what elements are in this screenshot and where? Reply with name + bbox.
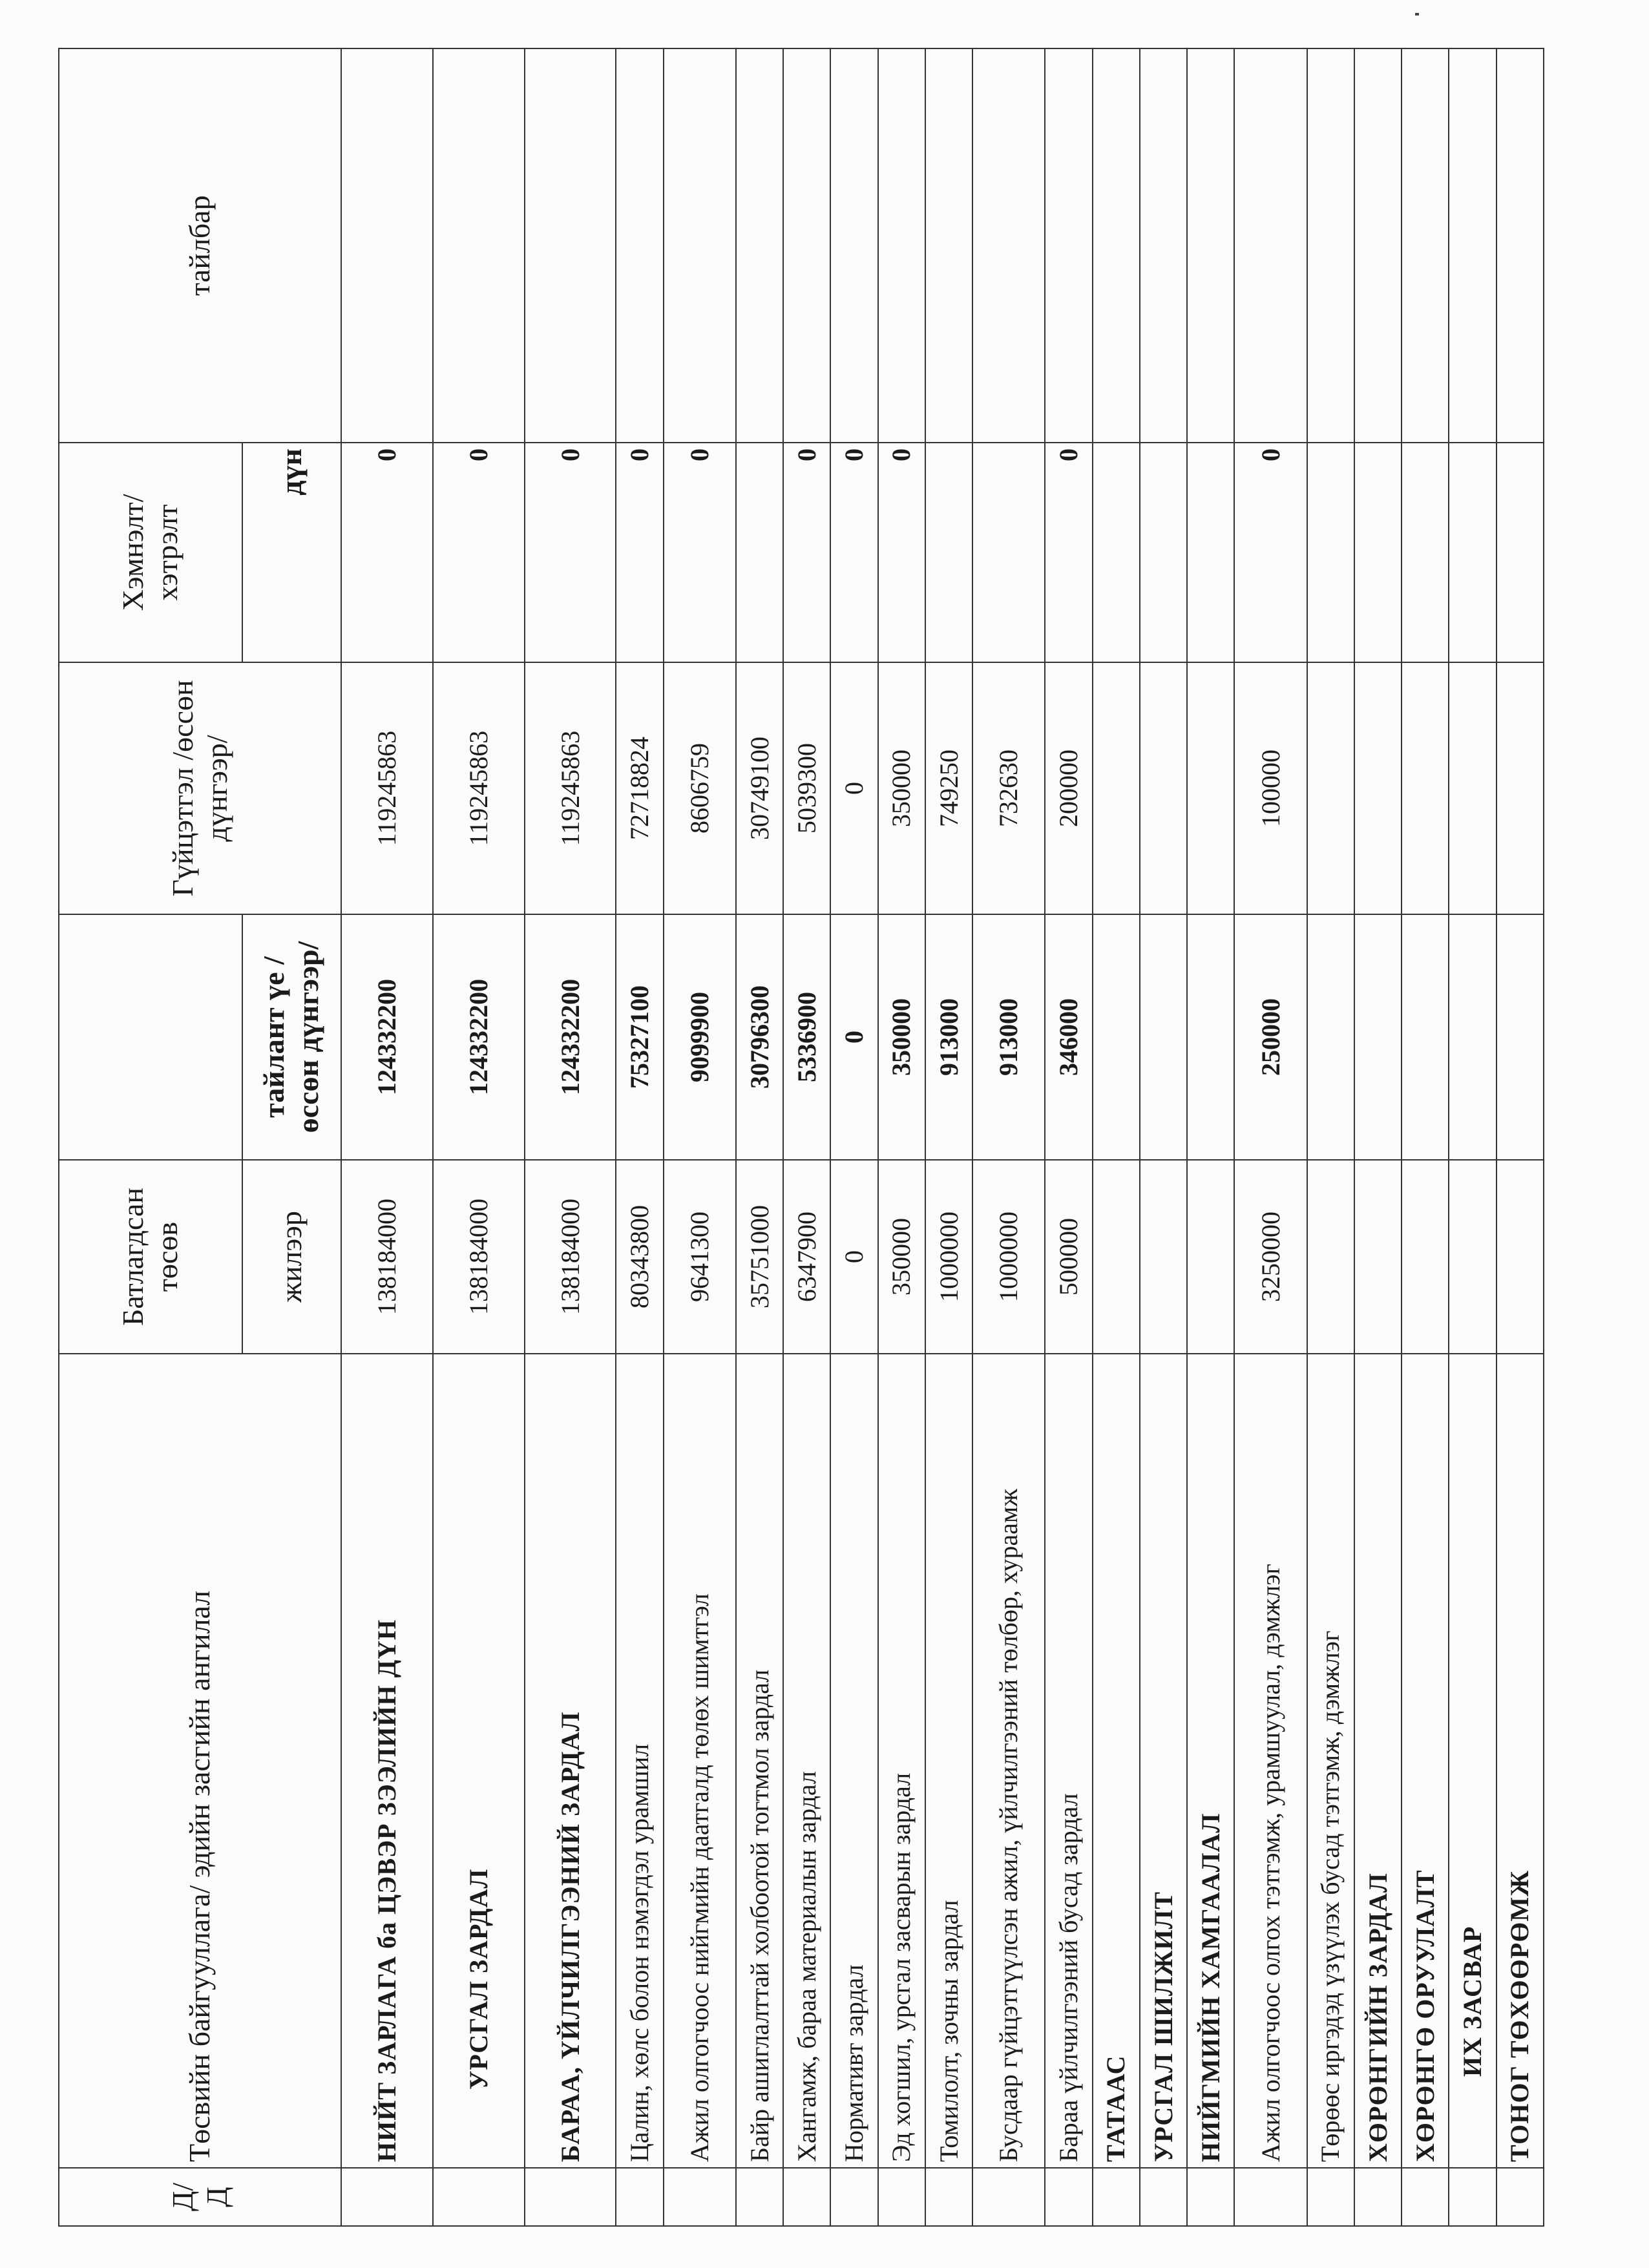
header-row <box>59 48 242 2226</box>
row-diff-cell <box>925 443 972 662</box>
row-actual-cell <box>1187 662 1234 914</box>
row-note-cell <box>783 48 830 443</box>
row-approved-cell <box>1402 1160 1449 1354</box>
row-actual-cell: 200000 <box>1045 662 1092 914</box>
row-diff-cell: 0 <box>664 443 736 662</box>
row-approved-cell: 138184000 <box>341 1160 433 1354</box>
row-name-cell: НИЙГМИЙН ХАМГААЛАЛ <box>1187 1354 1234 2168</box>
row-name-cell: Бараа үйлчилгээний бусад зардал <box>1045 1354 1092 2168</box>
row-actual-cell <box>1093 662 1140 914</box>
row-note-cell <box>433 48 525 443</box>
row-name-cell: Бусдаар гүйцэтгүүлсэн ажил, үйлчилгээний төлбөр, хураамж <box>972 1354 1045 2168</box>
row-actual-cell <box>1497 662 1544 914</box>
table-row <box>783 48 830 2226</box>
row-idx-cell <box>1449 2168 1496 2226</box>
row-note-cell <box>664 48 736 443</box>
row-plan-cell <box>1093 914 1140 1160</box>
row-note-cell <box>736 48 783 443</box>
row-actual-cell: 119245863 <box>341 662 433 914</box>
row-idx-cell <box>1140 2168 1187 2226</box>
row-idx-cell <box>783 2168 830 2226</box>
table-row <box>525 48 616 2226</box>
row-name-cell: ХӨРӨНГИЙН ЗАРДАЛ <box>1354 1354 1402 2168</box>
row-name-cell: Байр ашиглалттай холбоотой тогтмол зардал <box>736 1354 783 2168</box>
table-row <box>1140 48 1187 2226</box>
row-approved-cell: 1000000 <box>925 1160 972 1354</box>
row-idx-cell <box>1093 2168 1140 2226</box>
row-approved-cell: 80343800 <box>616 1160 663 1354</box>
row-diff-cell: 0 <box>783 443 830 662</box>
table-row <box>1307 48 1354 2226</box>
row-actual-cell: 119245863 <box>433 662 525 914</box>
row-diff-cell <box>1187 443 1234 662</box>
row-approved-cell: 0 <box>830 1160 877 1354</box>
row-idx-cell <box>616 2168 663 2226</box>
row-diff-cell <box>1140 443 1187 662</box>
row-diff-cell: 0 <box>341 443 433 662</box>
row-note-cell <box>1449 48 1496 443</box>
row-plan-cell: 913000 <box>972 914 1045 1160</box>
row-actual-cell: 8606759 <box>664 662 736 914</box>
header-idx: Д/Д <box>59 2168 341 2226</box>
row-note-cell <box>1045 48 1092 443</box>
row-plan-cell: 350000 <box>878 914 925 1160</box>
row-note-cell <box>1140 48 1187 443</box>
scan-mark <box>1415 13 1419 16</box>
row-approved-cell <box>1140 1160 1187 1354</box>
row-plan-cell <box>1402 914 1449 1160</box>
row-approved-cell: 350000 <box>878 1160 925 1354</box>
row-idx-cell <box>830 2168 877 2226</box>
row-name-cell: Ажил олгогчоос нийгмийн даатгалд төлөх шимтгэл <box>664 1354 736 2168</box>
row-actual-cell <box>1140 662 1187 914</box>
row-actual-cell: 749250 <box>925 662 972 914</box>
row-note-cell <box>616 48 663 443</box>
row-idx-cell <box>925 2168 972 2226</box>
row-name-cell: Төрөөс иргэдэд үзүүлэх бусад тэтгэмж, дэмжлэг <box>1307 1354 1354 2168</box>
row-idx-cell <box>736 2168 783 2226</box>
row-approved-cell: 138184000 <box>525 1160 616 1354</box>
header-name: Төсвийн байгууллага/ эдийн засгийн ангилал <box>59 1354 341 2168</box>
table-body <box>341 48 1544 2226</box>
row-actual-cell: 72718824 <box>616 662 663 914</box>
row-note-cell <box>525 48 616 443</box>
row-actual-cell: 0 <box>830 662 877 914</box>
row-idx-cell <box>1045 2168 1092 2226</box>
header-approved: Батлагдсан төсөв <box>59 1160 242 1354</box>
row-name-cell: Цалин, хөлс болон нэмэгдэл урамшил <box>616 1354 663 2168</box>
row-plan-cell: 346000 <box>1045 914 1092 1160</box>
row-name-cell: БАРАА, ҮЙЛЧИЛГЭЭНИЙ ЗАРДАЛ <box>525 1354 616 2168</box>
row-approved-cell <box>1497 1160 1544 1354</box>
row-diff-cell: 0 <box>433 443 525 662</box>
table-row <box>972 48 1045 2226</box>
row-idx-cell <box>1234 2168 1307 2226</box>
row-plan-cell <box>1187 914 1234 1160</box>
row-approved-cell: 9641300 <box>664 1160 736 1354</box>
row-name-cell: УРСГАЛ ЗАРДАЛ <box>433 1354 525 2168</box>
row-plan-cell <box>1307 914 1354 1160</box>
row-name-cell: НИЙТ ЗАРЛАГА ба ЦЭВЭР ЗЭЭЛИЙН ДҮН <box>341 1354 433 2168</box>
row-note-cell <box>1497 48 1544 443</box>
row-note-cell <box>341 48 433 443</box>
row-actual-cell: 732630 <box>972 662 1045 914</box>
row-diff-cell: 0 <box>1045 443 1092 662</box>
row-note-cell <box>878 48 925 443</box>
table-row <box>1354 48 1402 2226</box>
row-diff-cell <box>1307 443 1354 662</box>
row-approved-cell <box>1307 1160 1354 1354</box>
row-idx-cell <box>1354 2168 1402 2226</box>
row-plan-cell: 250000 <box>1234 914 1307 1160</box>
row-plan-cell: 124332200 <box>433 914 525 1160</box>
table-row <box>1234 48 1307 2226</box>
row-name-cell: Томилолт, зочны зардал <box>925 1354 972 2168</box>
subheader-plan: тайлант үе /өссөн дүнгээр/ <box>242 914 342 1160</box>
row-actual-cell: 119245863 <box>525 662 616 914</box>
row-approved-cell: 500000 <box>1045 1160 1092 1354</box>
row-idx-cell <box>1187 2168 1234 2226</box>
row-note-cell <box>1307 48 1354 443</box>
subheader-approved: жилээр <box>242 1160 342 1354</box>
row-diff-cell <box>736 443 783 662</box>
row-approved-cell: 35751000 <box>736 1160 783 1354</box>
row-actual-cell <box>1354 662 1402 914</box>
row-actual-cell: 30749100 <box>736 662 783 914</box>
row-approved-cell <box>1187 1160 1234 1354</box>
row-diff-cell <box>1354 443 1402 662</box>
row-actual-cell <box>1307 662 1354 914</box>
row-note-cell <box>1093 48 1140 443</box>
row-note-cell <box>1354 48 1402 443</box>
row-name-cell: УРСГАЛ ШИЛЖИЛТ <box>1140 1354 1187 2168</box>
table-row <box>616 48 663 2226</box>
row-idx-cell <box>1497 2168 1544 2226</box>
row-plan-cell: 124332200 <box>341 914 433 1160</box>
row-approved-cell: 1000000 <box>972 1160 1045 1354</box>
row-name-cell: Хангамж, бараа материалын зардал <box>783 1354 830 2168</box>
row-actual-cell <box>1402 662 1449 914</box>
row-name-cell: ТОНОГ ТӨХӨӨРӨМЖ <box>1497 1354 1544 2168</box>
row-idx-cell <box>878 2168 925 2226</box>
row-name-cell: Ажил олгогчоос олгох тэтгэмж, урамшуулал, дэмжлэг <box>1234 1354 1307 2168</box>
table-row <box>1093 48 1140 2226</box>
row-note-cell <box>972 48 1045 443</box>
row-actual-cell: 5039300 <box>783 662 830 914</box>
row-diff-cell: 0 <box>1234 443 1307 662</box>
table-row <box>1187 48 1234 2226</box>
row-diff-cell <box>1402 443 1449 662</box>
row-diff-cell: 0 <box>616 443 663 662</box>
row-idx-cell <box>1402 2168 1449 2226</box>
row-plan-cell: 75327100 <box>616 914 663 1160</box>
table-row <box>1497 48 1544 2226</box>
row-plan-cell <box>1140 914 1187 1160</box>
row-idx-cell <box>1307 2168 1354 2226</box>
row-approved-cell <box>1354 1160 1402 1354</box>
row-approved-cell: 138184000 <box>433 1160 525 1354</box>
row-idx-cell <box>433 2168 525 2226</box>
table-row <box>878 48 925 2226</box>
row-plan-cell: 0 <box>830 914 877 1160</box>
row-name-cell: ХӨРӨНГӨ ОРУУЛАЛТ <box>1402 1354 1449 2168</box>
row-actual-cell: 350000 <box>878 662 925 914</box>
header-note: тайлбар <box>59 48 341 443</box>
row-note-cell <box>925 48 972 443</box>
row-name-cell: Эд хогшил, урсгал засварын зардал <box>878 1354 925 2168</box>
row-idx-cell <box>664 2168 736 2226</box>
row-approved-cell <box>1449 1160 1496 1354</box>
budget-table <box>58 48 1544 2227</box>
row-plan-cell: 9099900 <box>664 914 736 1160</box>
table-row <box>1449 48 1496 2226</box>
row-diff-cell: 0 <box>525 443 616 662</box>
row-approved-cell: 6347900 <box>783 1160 830 1354</box>
row-diff-cell <box>1497 443 1544 662</box>
row-diff-cell: 0 <box>878 443 925 662</box>
row-approved-cell <box>1093 1160 1140 1354</box>
header-plan-empty <box>59 914 242 1160</box>
table-row <box>664 48 736 2226</box>
row-note-cell <box>1187 48 1234 443</box>
table-row <box>433 48 525 2226</box>
row-plan-cell <box>1354 914 1402 1160</box>
row-note-cell <box>1402 48 1449 443</box>
row-actual-cell: 100000 <box>1234 662 1307 914</box>
row-plan-cell: 913000 <box>925 914 972 1160</box>
table-row <box>341 48 433 2226</box>
table-row <box>830 48 877 2226</box>
row-diff-cell <box>1093 443 1140 662</box>
row-idx-cell <box>525 2168 616 2226</box>
row-plan-cell <box>1497 914 1544 1160</box>
table-row <box>925 48 972 2226</box>
row-name-cell: ТАТААС <box>1093 1354 1140 2168</box>
row-plan-cell: 30796300 <box>736 914 783 1160</box>
row-diff-cell: 0 <box>830 443 877 662</box>
row-idx-cell <box>341 2168 433 2226</box>
row-idx-cell <box>972 2168 1045 2226</box>
row-plan-cell: 124332200 <box>525 914 616 1160</box>
row-diff-cell <box>972 443 1045 662</box>
row-note-cell <box>1234 48 1307 443</box>
table-row <box>1402 48 1449 2226</box>
row-approved-cell: 3250000 <box>1234 1160 1307 1354</box>
header-diff: Хэмнэлт/ хэтрэлт <box>59 443 242 662</box>
table-row <box>1045 48 1092 2226</box>
table-row <box>736 48 783 2226</box>
row-note-cell <box>830 48 877 443</box>
header-actual: Гүйцэтгэл /өссөн дүнгээр/ <box>59 662 341 914</box>
row-actual-cell <box>1449 662 1496 914</box>
subheader-diff: дүн <box>242 443 342 662</box>
row-plan-cell: 5336900 <box>783 914 830 1160</box>
row-name-cell: Нормативт зардал <box>830 1354 877 2168</box>
row-plan-cell <box>1449 914 1496 1160</box>
row-diff-cell <box>1449 443 1496 662</box>
rotated-page <box>58 49 1544 2227</box>
row-name-cell: ИХ ЗАСВАР <box>1449 1354 1496 2168</box>
